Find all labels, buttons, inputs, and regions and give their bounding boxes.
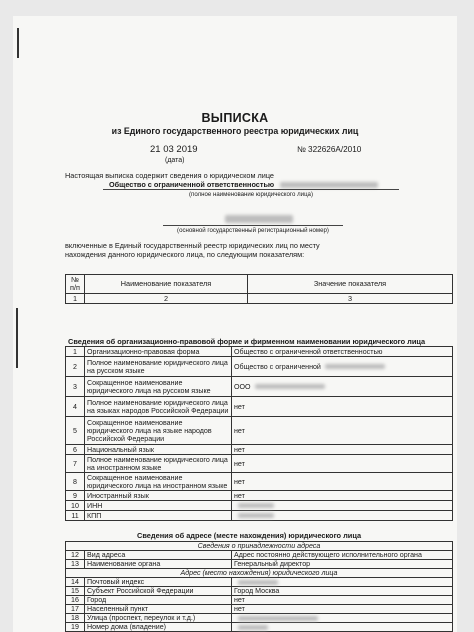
row-number: 17 bbox=[66, 605, 85, 614]
row-number: 4 bbox=[66, 397, 85, 417]
row-indicator-value bbox=[232, 417, 453, 445]
redacted-company-name bbox=[280, 182, 378, 188]
row-indicator-value bbox=[232, 491, 453, 501]
row-indicator-value bbox=[232, 377, 453, 397]
redacted-value bbox=[238, 580, 278, 585]
row-indicator-name: Почтовый индекс bbox=[85, 578, 232, 587]
row-indicator-value bbox=[232, 511, 453, 521]
included-text-line2: нахождения данного юридического лица, по следующим показателям: bbox=[65, 250, 305, 259]
address-location-subheader-text: Адрес (место нахождения) юридического лица bbox=[66, 569, 453, 578]
row-indicator-name: Полное наименование юридического лица на русском языке bbox=[85, 357, 232, 377]
col-name-header: Наименование показателя bbox=[85, 275, 248, 294]
table-row bbox=[66, 596, 453, 605]
row-indicator-name: Сокращенное наименование юридического лица на языке народов Российской Федерации bbox=[85, 417, 232, 445]
redacted-value bbox=[238, 616, 318, 621]
intro-text: Настоящая выписка содержит сведения о юридическом лице bbox=[65, 171, 274, 180]
row-indicator-name: Улица (проспект, переулок и т.д.) bbox=[85, 614, 232, 623]
row-number: 1 bbox=[66, 347, 85, 357]
row-indicator-name: Город bbox=[85, 596, 232, 605]
row-indicator-value bbox=[232, 347, 453, 357]
table-row bbox=[66, 445, 453, 455]
table-row bbox=[66, 377, 453, 397]
extract-date-caption: (дата) bbox=[165, 157, 185, 164]
table-row bbox=[66, 455, 453, 473]
company-name-caption: (полное наименование юридического лица) bbox=[189, 191, 313, 198]
row-number: 2 bbox=[66, 357, 85, 377]
col-index-2: 2 bbox=[85, 294, 248, 304]
row-indicator-name: Сокращенное наименование юридического лица на иностранном языке bbox=[85, 473, 232, 491]
row-value-text: Генеральный директор bbox=[234, 560, 311, 568]
table-row bbox=[66, 347, 453, 357]
legal-form-table bbox=[65, 346, 453, 521]
table-row bbox=[66, 560, 453, 569]
section-title-legal-form: Сведения об организационно-правовой форме и фирменном наименовании юридического лица bbox=[68, 337, 426, 346]
row-indicator-name: Национальный язык bbox=[85, 445, 232, 455]
extract-date: 21 03 2019 bbox=[150, 144, 198, 155]
row-indicator-value bbox=[232, 614, 453, 623]
address-affiliation-subheader bbox=[66, 542, 453, 551]
row-value-text: Город Москва bbox=[234, 587, 280, 595]
ogrn-underline bbox=[163, 225, 343, 226]
extract-number: № 322626А/2010 bbox=[297, 145, 362, 154]
table-row bbox=[66, 501, 453, 511]
row-indicator-value bbox=[232, 357, 453, 377]
table-row bbox=[66, 578, 453, 587]
redacted-value bbox=[255, 384, 325, 389]
row-indicator-value bbox=[232, 501, 453, 511]
row-value-text: нет bbox=[234, 605, 245, 613]
table-row bbox=[66, 551, 453, 560]
row-number: 10 bbox=[66, 501, 85, 511]
company-name bbox=[109, 180, 378, 189]
row-indicator-value bbox=[232, 551, 453, 560]
row-number: 7 bbox=[66, 455, 85, 473]
included-text-line1: включенные в Единый государственный реестр юридических лиц по месту bbox=[65, 241, 320, 250]
row-value-text: Адрес постоянно действующего исполнительного органа bbox=[234, 551, 422, 559]
row-indicator-name: Наименование органа bbox=[85, 560, 232, 569]
row-number: 13 bbox=[66, 560, 85, 569]
row-indicator-name: Сокращенное наименование юридического лица на русском языке bbox=[85, 377, 232, 397]
row-indicator-name: Населенный пункт bbox=[85, 605, 232, 614]
address-location-subheader bbox=[66, 569, 453, 578]
table-row bbox=[66, 357, 453, 377]
table-row bbox=[66, 511, 453, 521]
row-indicator-value bbox=[232, 473, 453, 491]
row-indicator-name: Вид адреса bbox=[85, 551, 232, 560]
row-number: 16 bbox=[66, 596, 85, 605]
row-indicator-name: Номер дома (владение) bbox=[85, 623, 232, 632]
indicators-header-table bbox=[65, 274, 453, 304]
address-affiliation-subheader-text: Сведения о принадлежности адреса bbox=[66, 542, 453, 551]
row-indicator-value bbox=[232, 587, 453, 596]
row-value-text: нет bbox=[234, 459, 245, 468]
company-name-underline bbox=[103, 189, 399, 190]
row-value-text: нет bbox=[234, 402, 245, 411]
table-row bbox=[66, 473, 453, 491]
row-number: 15 bbox=[66, 587, 85, 596]
company-name-text: Общество с ограниченной ответственностью bbox=[109, 180, 275, 189]
row-value-text: Общество с ограниченной ответственностью bbox=[234, 347, 383, 356]
row-value-text: нет bbox=[234, 426, 245, 435]
row-number: 12 bbox=[66, 551, 85, 560]
row-indicator-name: Организационно-правовая форма bbox=[85, 347, 232, 357]
redacted-ogrn bbox=[225, 215, 293, 223]
col-value-header: Значение показателя bbox=[248, 275, 453, 294]
redacted-value bbox=[238, 625, 268, 630]
table-row bbox=[66, 623, 453, 632]
address-table bbox=[65, 541, 453, 632]
row-indicator-value bbox=[232, 596, 453, 605]
ogrn-caption: (основной государственный регистрационный номер) bbox=[177, 227, 329, 234]
table-row bbox=[66, 587, 453, 596]
col-index-1: 1 bbox=[66, 294, 85, 304]
row-indicator-value bbox=[232, 455, 453, 473]
row-value-text: ООО bbox=[234, 382, 251, 391]
row-number: 18 bbox=[66, 614, 85, 623]
row-indicator-name: Иностранный язык bbox=[85, 491, 232, 501]
table-row bbox=[66, 397, 453, 417]
redacted-value bbox=[325, 364, 385, 369]
row-indicator-name: ИНН bbox=[85, 501, 232, 511]
row-indicator-value bbox=[232, 445, 453, 455]
table-row bbox=[66, 417, 453, 445]
row-number: 3 bbox=[66, 377, 85, 397]
row-indicator-value bbox=[232, 560, 453, 569]
row-number: 19 bbox=[66, 623, 85, 632]
row-value-text: нет bbox=[234, 477, 245, 486]
row-number: 5 bbox=[66, 417, 85, 445]
row-value-text: Общество с ограниченной bbox=[234, 362, 321, 371]
row-number: 9 bbox=[66, 491, 85, 501]
row-indicator-value bbox=[232, 578, 453, 587]
row-indicator-value bbox=[232, 605, 453, 614]
row-number: 6 bbox=[66, 445, 85, 455]
row-number: 14 bbox=[66, 578, 85, 587]
row-value-text: нет bbox=[234, 491, 245, 500]
row-indicator-name: Субъект Российской Федерации bbox=[85, 587, 232, 596]
col-index-3: 3 bbox=[248, 294, 453, 304]
row-value-text: нет bbox=[234, 596, 245, 604]
row-indicator-value bbox=[232, 397, 453, 417]
row-number: 11 bbox=[66, 511, 85, 521]
row-indicator-name: КПП bbox=[85, 511, 232, 521]
document-title: ВЫПИСКА bbox=[201, 111, 269, 125]
document-subtitle: из Единого государственного реестра юридических лиц bbox=[111, 126, 359, 136]
redacted-value bbox=[238, 513, 274, 518]
row-number: 8 bbox=[66, 473, 85, 491]
binding-mark-top bbox=[17, 28, 19, 58]
row-indicator-value bbox=[232, 623, 453, 632]
table-row bbox=[66, 614, 453, 623]
binding-mark-bottom bbox=[16, 308, 18, 368]
redacted-value bbox=[238, 503, 274, 508]
document-page bbox=[13, 16, 457, 632]
row-indicator-name: Полное наименование юридического лица на иностранном языке bbox=[85, 455, 232, 473]
table-row bbox=[66, 491, 453, 501]
row-value-text: нет bbox=[234, 445, 245, 454]
col-number-header: № п/п bbox=[66, 275, 85, 294]
table-row bbox=[66, 605, 453, 614]
section-title-address: Сведения об адресе (месте нахождения) юридического лица bbox=[137, 531, 362, 540]
row-indicator-name: Полное наименование юридического лица на языках народов Российской Федерации bbox=[85, 397, 232, 417]
